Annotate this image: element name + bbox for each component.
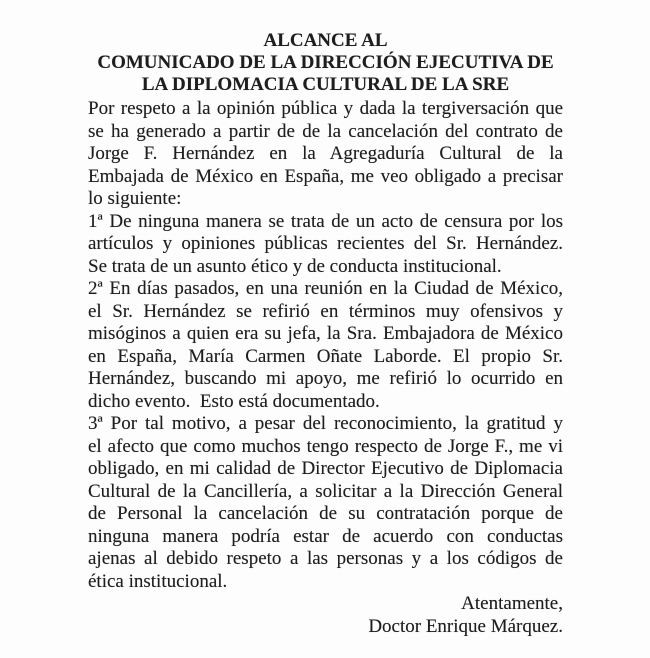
body-text-line: Jorge F. Hernández en la Agregaduría Cultural de la xyxy=(88,143,563,164)
title-line: ALCANCE AL xyxy=(263,30,388,51)
document-title xyxy=(88,30,563,96)
body-text-line: Embajada de México en España, me veo obligado a precisar xyxy=(88,165,563,187)
body-text-line: el afecto que como muchos tengo respecto de Jorge F., me vi xyxy=(88,435,563,457)
body-text-line: dicho evento. Esto está documentado. xyxy=(88,390,380,412)
document-signature xyxy=(88,593,563,638)
body-text-line: misóginos a quien era su jefa, la Sra. Embajadora de México xyxy=(88,323,563,344)
document-body xyxy=(88,98,563,593)
body-text-line: Se trata de un asunto ético y de conducta institucional. xyxy=(88,255,502,277)
body-text-line: 3ª Por tal motivo, a pesar del reconocimiento, la gratitud y xyxy=(88,413,563,434)
body-text-line: Hernández, buscando mi apoyo, me refirió lo ocurrido en xyxy=(88,368,563,389)
body-text-line: en España, María Carmen Oñate Laborde. El propio Sr. xyxy=(88,345,563,367)
body-text-line: el Sr. Hernández se refirió en términos muy ofensivos y xyxy=(88,300,563,322)
body-text-line: se ha generado a partir de de la cancelación del contrato de xyxy=(88,120,563,142)
body-text-line: ética institucional. xyxy=(88,570,228,592)
body-text-line: lo siguiente: xyxy=(88,188,182,209)
body-text-line: Cultural de la Cancillería, a solicitar a la Dirección General xyxy=(88,480,563,502)
body-text-line: artículos y opiniones públicas recientes del Sr. Hernández. xyxy=(88,233,563,254)
body-text-line: 2ª En días pasados, en una reunión en la Ciudad de México, xyxy=(88,278,563,299)
signature-line: Atentamente, xyxy=(461,593,563,614)
signature-line: Doctor Enrique Márquez. xyxy=(368,615,563,637)
title-line: COMUNICADO DE LA DIRECCIÓN EJECUTIVA DE xyxy=(97,52,554,73)
body-text-line: obligado, en mi calidad de Director Ejecutivo de Diplomacia xyxy=(88,458,563,479)
body-text-line: Por respeto a la opinión pública y dada la tergiversación que xyxy=(88,98,563,119)
body-text-line: ajenas al debido respeto a las personas y a los códigos de xyxy=(88,548,563,569)
title-line: LA DIPLOMACIA CULTURAL DE LA SRE xyxy=(141,74,510,95)
body-text-line: de Personal la cancelación de su contratación porque de xyxy=(88,503,563,524)
body-text-line: 1ª De ninguna manera se trata de un acto de censura por los xyxy=(88,210,563,232)
body-text-line: ninguna manera podría estar de acuerdo con conductas xyxy=(88,525,563,547)
